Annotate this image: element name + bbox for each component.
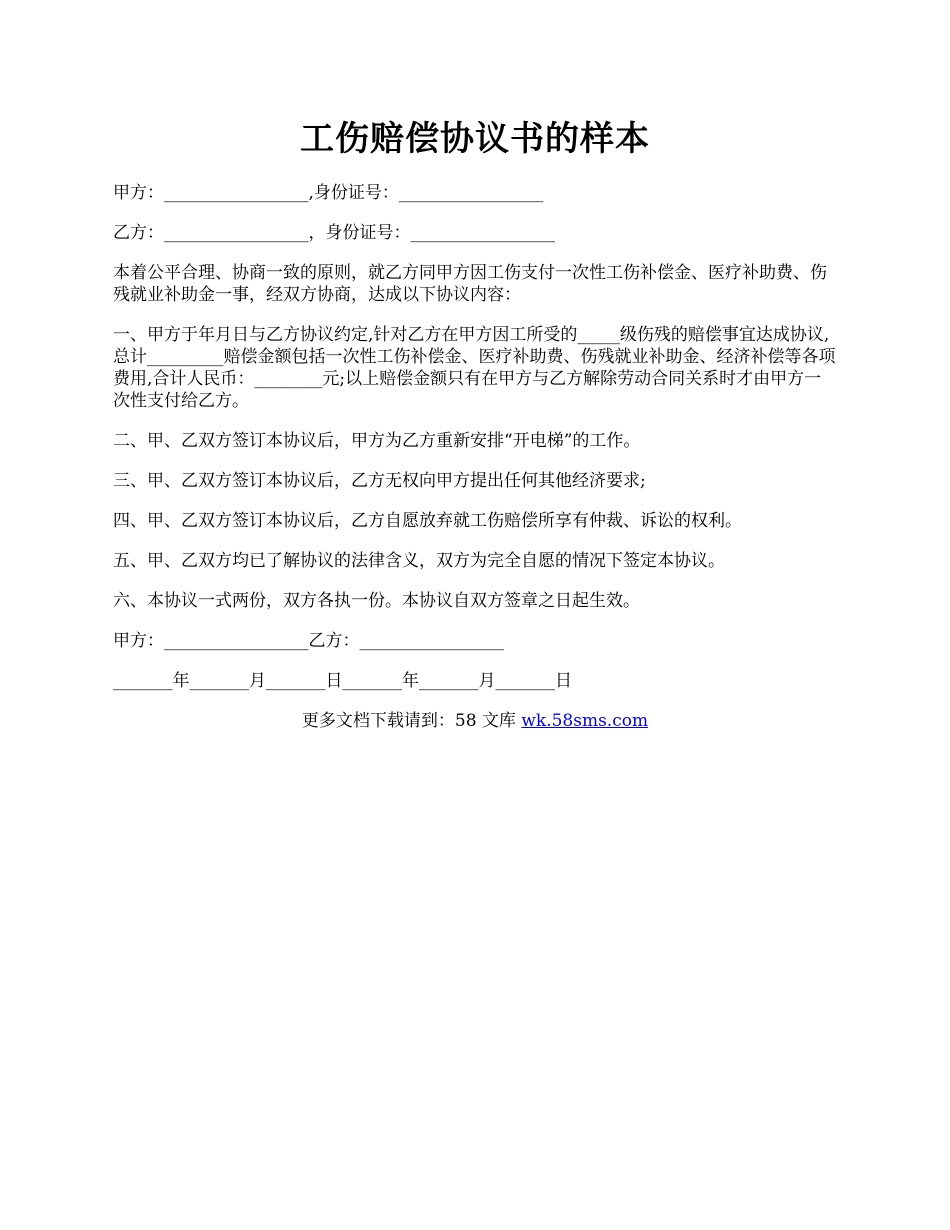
clause-5: 五、甲、乙双方均已了解协议的法律含义，双方为完全自愿的情况下签定本协议。: [113, 551, 725, 571]
date-line: _______年_______月_______日_______年_______月_______日: [113, 671, 572, 691]
clause-3: 三、甲、乙双方签订本协议后，乙方无权向甲方提出任何其他经济要求;: [113, 471, 646, 491]
party-b-line: 乙方：_________________，身份证号：_________________: [113, 223, 555, 243]
footer: [113, 710, 837, 732]
clause-6: 六、本协议一式两份，双方各执一份。本协议自双方签章之日起生效。: [113, 591, 640, 611]
clause-4: 四、甲、乙双方签订本协议后，乙方自愿放弃就工伤赔偿所享有仲裁、诉讼的权利。: [113, 511, 742, 531]
party-a-line: 甲方：_________________,身份证号：_________________: [113, 183, 544, 203]
clause-2: 二、甲、乙双方签订本协议后，甲方为乙方重新安排“开电梯”的工作。: [113, 431, 641, 451]
signature-line: 甲方：_________________乙方：_________________: [113, 631, 504, 651]
footer-text: 更多文档下载请到：58 文库: [301, 711, 522, 731]
footer-link[interactable]: wk.58sms.com: [521, 711, 649, 731]
preamble-paragraph: 本着公平合理、协商一致的原则，就乙方同甲方因工伤支付一次性工伤补偿金、医疗补助费、伤残就业补助金一事，经双方协商，达成以下协议内容：: [113, 263, 827, 305]
document-title: 工伤赔偿协议书的样本: [300, 119, 650, 159]
clause-1: 一、甲方于年月日与乙方协议约定,针对乙方在甲方因工所受的_____级伤残的赔偿事宜达成协议,总计_________赔偿金额包括一次性工伤补偿金、医疗补助费、伤残就业补助金、经济补偿等各项费用,合计人民币：________元;以上赔偿金额只有在甲方与乙方解除劳动合同关系时才由甲方一次性支付给乙方。: [113, 325, 836, 411]
